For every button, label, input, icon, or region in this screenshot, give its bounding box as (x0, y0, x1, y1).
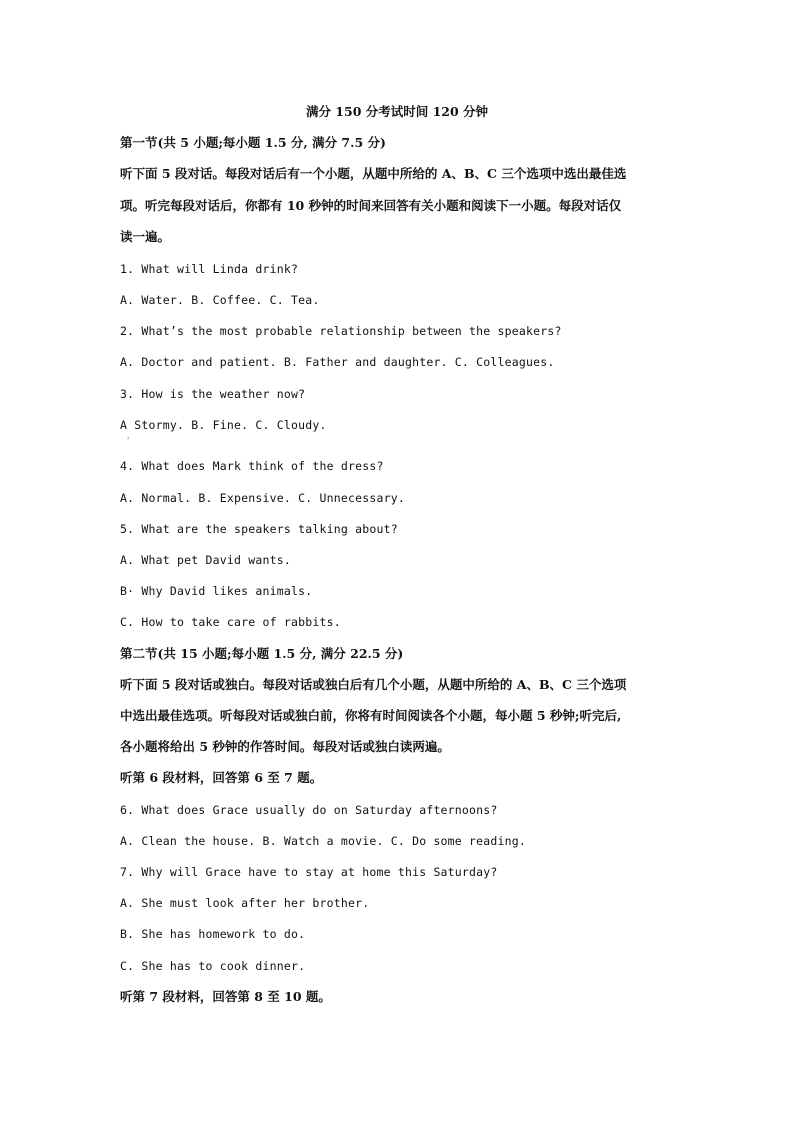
section2-heading: 第二节(共 15 小题;每小题 1.5 分, 满分 22.5 分) (120, 646, 404, 661)
question-2-options: A. Doctor and patient. B. Father and daughter. C. Colleagues. (120, 355, 555, 369)
question-5-option-c: C. How to take care of rabbits. (120, 615, 341, 629)
exam-title: 满分 150 分考试时间 120 分钟 (305, 104, 489, 119)
section1-instructions-line2: 项。听完每段对话后，你都有 10 秒钟的时间来回答有关小题和阅读下一小题。每段对话仅 (120, 198, 622, 213)
section1-instructions-line1: 听下面 5 段对话。每段对话后有一个小题，从题中所给的 A、B、C 三个选项中选出最佳选 (120, 166, 627, 181)
section2-instructions-line3: 各小题将给出 5 秒钟的作答时间。每段对话或独白读两遍。 (120, 739, 450, 754)
question-7-option-a: A. She must look after her brother. (120, 896, 370, 910)
question-6: 6. What does Grace usually do on Saturday afternoons? (120, 803, 498, 817)
stray-mark: ' (127, 436, 130, 445)
question-1: 1. What will Linda drink? (120, 262, 299, 276)
question-3: 3. How is the weather now? (120, 387, 306, 401)
question-5-option-a: A. What pet David wants. (120, 553, 291, 567)
question-5: 5. What are the speakers talking about? (120, 522, 398, 536)
question-4-options: A. Normal. B. Expensive. C. Unnecessary. (120, 491, 405, 505)
question-7-option-b: B. She has homework to do. (120, 927, 306, 941)
section2-instructions-line2: 中选出最佳选项。听每段对话或独白前，你将有时间阅读各个小题，每小题 5 秒钟;听完后, (120, 708, 622, 723)
section1-instructions-line3: 读一遍。 (120, 229, 171, 244)
question-6-options: A. Clean the house. B. Watch a movie. C. Do some reading. (120, 834, 527, 848)
material-6-heading: 听第 6 段材料，回答第 6 至 7 题。 (120, 770, 323, 785)
question-1-options: A. Water. B. Coffee. C. Tea. (120, 293, 320, 307)
question-7-option-c: C. She has to cook dinner. (120, 959, 306, 973)
question-2: 2. What’s the most probable relationship between the speakers? (120, 324, 562, 338)
material-7-heading: 听第 7 段材料，回答第 8 至 10 题。 (120, 989, 331, 1004)
question-7: 7. Why will Grace have to stay at home this Saturday? (120, 865, 498, 879)
section2-instructions-line1: 听下面 5 段对话或独白。每段对话或独白后有几个小题，从题中所给的 A、B、C 三个选项 (120, 677, 627, 692)
question-4: 4. What does Mark think of the dress? (120, 459, 384, 473)
question-5-option-b: B· Why David likes animals. (120, 584, 313, 598)
section1-heading: 第一节(共 5 小题;每小题 1.5 分, 满分 7.5 分) (120, 135, 386, 150)
question-3-options: A Stormy. B. Fine. C. Cloudy. (120, 418, 327, 432)
